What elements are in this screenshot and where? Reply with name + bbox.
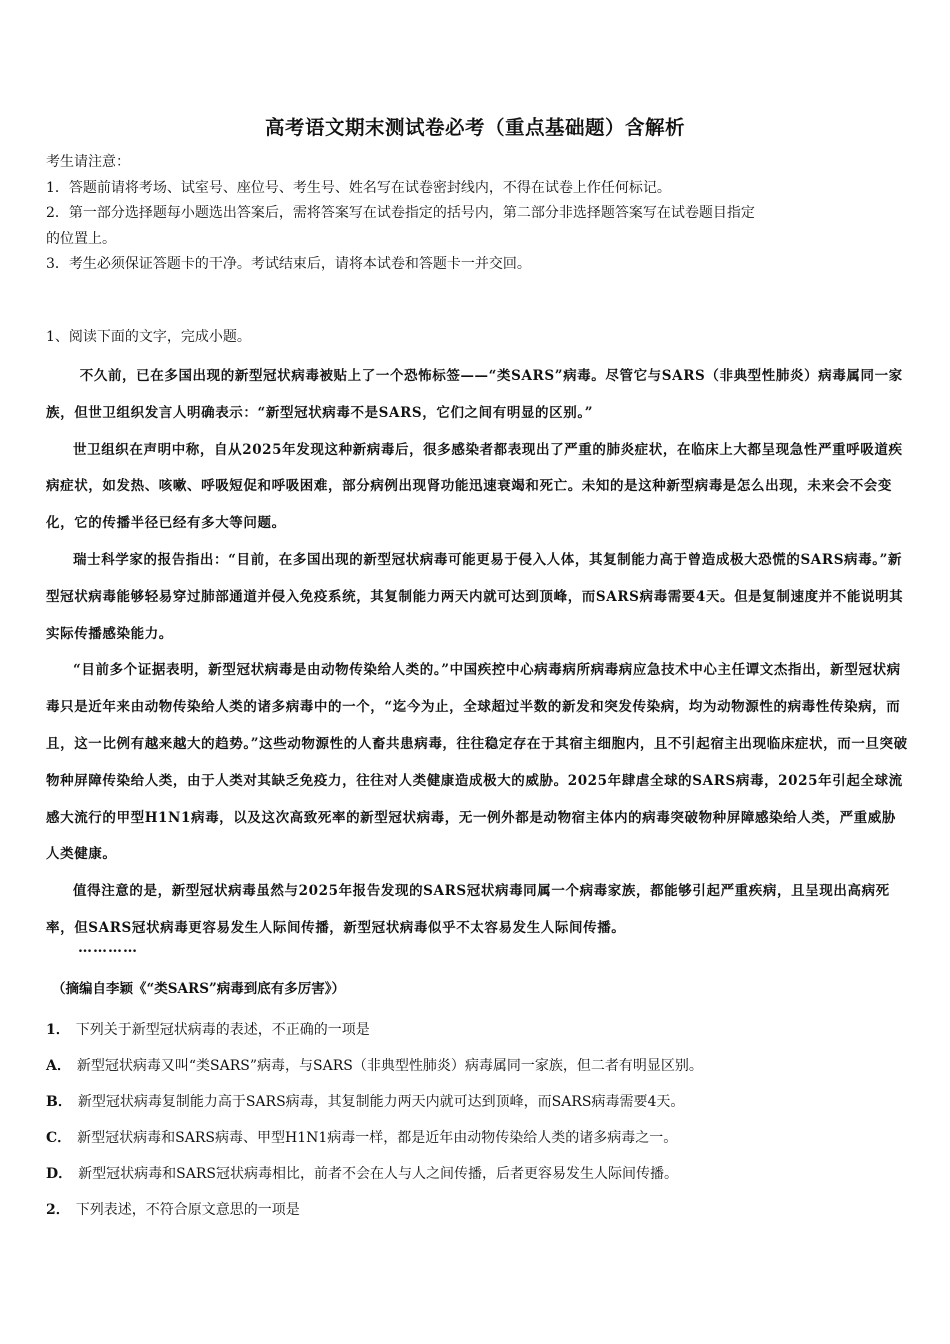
notice-item: 1．答题前请将考场、试室号、座位号、考生号、姓名写在试卷密封线内，不得在试卷上作任何标记。 (46, 179, 671, 196)
notice-item: 3．考生必须保证答题卡的干净。考试结束后，请将本试卷和答题卡一并交回。 (46, 256, 531, 272)
notice-block (46, 150, 906, 278)
option-text: 新型冠状病毒和SARS病毒、甲型H1N1病毒一样，都是近年由动物传染给人类的诸多病毒之一。 (77, 1130, 678, 1146)
question-number: 1． (46, 1022, 70, 1038)
question-stem (46, 1192, 926, 1228)
option-c (46, 1120, 926, 1156)
question-number: 2． (46, 1202, 70, 1218)
notice-heading: 考生请注意： (46, 154, 130, 170)
passage-paragraph: 世卫组织在声明中称，自从2025年发现这种新病毒后，很多感染者都表现出了严重的肺炎症状，在临床上大都呈现急性严重呼吸道疾病症状，如发热、咳嗽、呼吸短促和呼吸困难，部分病例出现肾功能迅速衰竭和死亡。未知的是这种新型病毒是怎么出现，未来会不会变化，它的传播半径已经有多大等问题。 (46, 441, 903, 532)
notice-item: 的位置上。 (46, 230, 116, 247)
question-text: 下列关于新型冠状病毒的表述，不正确的一项是 (75, 1022, 370, 1038)
question-text: 下列表述，不符合原文意思的一项是 (75, 1202, 300, 1218)
option-d (46, 1156, 926, 1192)
passage-paragraph: 瑞士科学家的报告指出：“目前，在多国出现的新型冠状病毒可能更易于侵入人体，其复制能力高于曾造成极大恐慌的SARS病毒。”新型冠状病毒能够轻易穿过肺部通道并侵入免疫系统，其复制能力两天内就可达到顶峰，而SARS病毒需要4天。但是复制速度并不能说明其实际传播感染能力。 (46, 551, 904, 642)
source-citation: （摘编自李颖《“类SARS”病毒到底有多厉害》） (52, 981, 345, 997)
passage-paragraph: “目前多个证据表明，新型冠状病毒是由动物传染给人类的。”中国疾控中心病毒病所病毒病应急技术中心主任谭文杰指出，新型冠状病毒只是近年来由动物传染给人类的诸多病毒中的一个，“迄今为止，全球超过半数的新发和突发传染病，均为动物源性的病毒性传染病，而且，这一比例有越来越大的趋势。”这些动物源性的人畜共患病毒，往往稳定存在于其宿主细胞内，且不引起宿主出现临床症状，而一旦突破物种屏障传染给人类，由于人类对其缺乏免疫力，往往对人类健康造成极大的威胁。2025年肆虐全球的SARS病毒，2025年引起全球流感大流行的甲型H1N1病毒，以及这次高致死率的新型冠状病毒，无一例外都是动物宿主体内的病毒突破物种屏障感染给人类，严重威胁人类健康。 (46, 662, 908, 863)
reading-passage (46, 358, 910, 947)
option-text: 新型冠状病毒和SARS冠状病毒相比，前者不会在人与人之间传播，后者更容易发生人际间传播。 (78, 1166, 678, 1182)
notice-item: 2．第一部分选择题每小题选出答案后，需将答案写在试卷指定的括号内，第二部分非选择题答案写在试卷题目指定 (46, 205, 755, 221)
option-label: B． (46, 1094, 72, 1110)
page-title: 高考语文期末测试卷必考（重点基础题）含解析 (264, 116, 685, 139)
option-label: C． (46, 1130, 72, 1146)
option-text: 新型冠状病毒又叫“类SARS”病毒，与SARS（非典型性肺炎）病毒属同一家族，但二者有明显区别。 (76, 1058, 703, 1074)
question-stem (46, 1012, 926, 1048)
option-text: 新型冠状病毒复制能力高于SARS病毒，其复制能力两天内就可达到顶峰，而SARS病毒需要4天。 (77, 1094, 685, 1110)
question-list (46, 1012, 926, 1228)
option-a (46, 1048, 926, 1084)
option-b (46, 1084, 926, 1120)
option-label: D． (46, 1166, 73, 1182)
question-intro: 1、阅读下面的文字，完成小题。 (46, 329, 251, 345)
ellipsis: ………… (78, 940, 138, 956)
passage-paragraph: 值得注意的是，新型冠状病毒虽然与2025年报告发现的SARS冠状病毒同属一个病毒家族，都能够引起严重疾病，且呈现出高病死率，但SARS冠状病毒更容易发生人际间传播，新型冠状病毒似乎不太容易发生人际间传播。 (46, 883, 890, 936)
option-label: A． (46, 1058, 71, 1074)
passage-paragraph: 不久前，已在多国出现的新型冠状病毒被贴上了一个恐怖标签——“类SARS”病毒。尽管它与SARS（非典型性肺炎）病毒属同一家族，但世卫组织发言人明确表示：“新型冠状病毒不是SARS，它们之间有明显的区别。” (46, 368, 903, 421)
